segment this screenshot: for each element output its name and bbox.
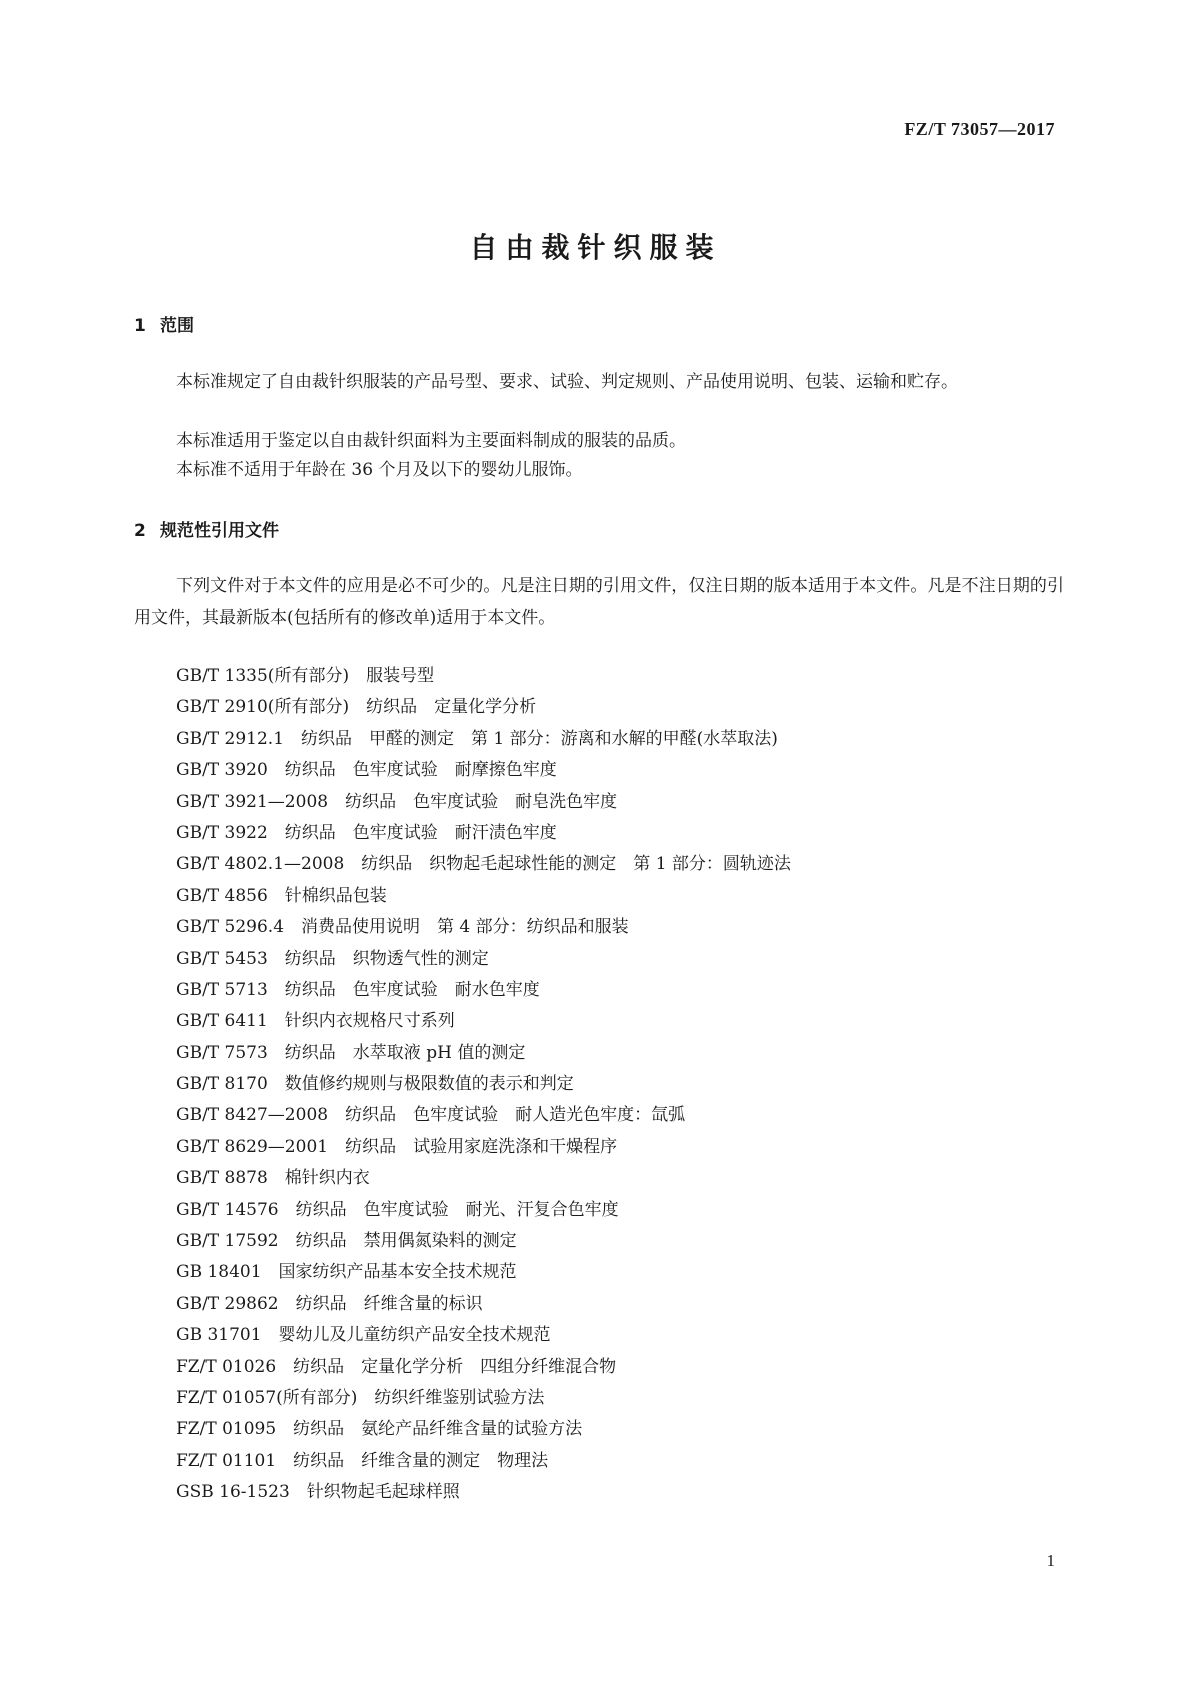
reference-item: GB/T 3921—2008 纺织品 色牢度试验 耐皂洗色牢度 bbox=[176, 791, 618, 812]
reference-item: GB 18401 国家纺织产品基本安全技术规范 bbox=[176, 1262, 517, 1283]
reference-item: GB/T 5296.4 消费品使用说明 第 4 部分：纺织品和服装 bbox=[176, 917, 629, 938]
section-2-heading bbox=[134, 516, 279, 541]
section-2-intro: 下列文件对于本文件的应用是必不可少的。凡是注日期的引用文件，仅注日期的版本适用于本文件。凡是不注日期的引用文件，其最新版本(包括所有的修改单)适用于本文件。 bbox=[134, 576, 1064, 628]
reference-item: GB/T 2912.1 纺织品 甲醛的测定 第 1 部分：游离和水解的甲醛(水萃取法) bbox=[176, 728, 778, 749]
section-title: 规范性引用文件 bbox=[160, 521, 279, 541]
page-number: 1 bbox=[1046, 1551, 1055, 1570]
reference-item: GB/T 17592 纺织品 禁用偶氮染料的测定 bbox=[176, 1231, 517, 1252]
reference-item: GB/T 3922 纺织品 色牢度试验 耐汗渍色牢度 bbox=[176, 822, 557, 843]
reference-item: GB 31701 婴幼儿及儿童纺织产品安全技术规范 bbox=[176, 1325, 551, 1346]
reference-item: GB/T 14576 纺织品 色牢度试验 耐光、汗复合色牢度 bbox=[176, 1199, 619, 1220]
section-1-paragraph: 本标准规定了自由裁针织服装的产品号型、要求、试验、判定规则、产品使用说明、包装、运输和贮存。 bbox=[176, 372, 958, 392]
reference-item: GB/T 6411 针织内衣规格尺寸系列 bbox=[176, 1011, 455, 1032]
normative-references-list bbox=[176, 661, 791, 1509]
reference-item: GB/T 7573 纺织品 水萃取液 pH 值的测定 bbox=[176, 1042, 526, 1063]
reference-item: GB/T 2910(所有部分) 纺织品 定量化学分析 bbox=[176, 697, 537, 718]
reference-item: GSB 16-1523 针织物起毛起球样照 bbox=[176, 1482, 460, 1503]
section-title: 范围 bbox=[160, 316, 194, 336]
reference-item: GB/T 5713 纺织品 色牢度试验 耐水色牢度 bbox=[176, 979, 540, 1000]
standard-code: FZ/T 73057—2017 bbox=[904, 119, 1055, 139]
reference-item: GB/T 4802.1—2008 纺织品 织物起毛起球性能的测定 第 1 部分：圆轨迹法 bbox=[176, 854, 791, 875]
reference-item: GB/T 8427—2008 纺织品 色牢度试验 耐人造光色牢度：氙弧 bbox=[176, 1105, 686, 1126]
reference-item: FZ/T 01026 纺织品 定量化学分析 四组分纤维混合物 bbox=[176, 1356, 617, 1377]
section-number: 1 bbox=[134, 316, 146, 336]
reference-item: GB/T 1335(所有部分) 服装号型 bbox=[176, 666, 435, 686]
reference-item: GB/T 4856 针棉织品包装 bbox=[176, 885, 387, 906]
reference-item: GB/T 29862 纺织品 纤维含量的标识 bbox=[176, 1293, 483, 1314]
section-1-heading bbox=[134, 311, 194, 336]
reference-item: GB/T 8878 棉针织内衣 bbox=[176, 1168, 370, 1189]
reference-item: GB/T 5453 纺织品 织物透气性的测定 bbox=[176, 948, 489, 969]
reference-item: GB/T 8629—2001 纺织品 试验用家庭洗涤和干燥程序 bbox=[176, 1136, 618, 1157]
reference-item: FZ/T 01095 纺织品 氨纶产品纤维含量的试验方法 bbox=[176, 1419, 583, 1440]
document-title: 自由裁针织服装 bbox=[469, 231, 722, 264]
section-number: 2 bbox=[134, 521, 146, 541]
reference-item: GB/T 8170 数值修约规则与极限数值的表示和判定 bbox=[176, 1074, 574, 1095]
section-1-paragraph: 本标准适用于鉴定以自由裁针织面料为主要面料制成的服装的品质。 bbox=[176, 431, 686, 451]
reference-item: GB/T 3920 纺织品 色牢度试验 耐摩擦色牢度 bbox=[176, 760, 557, 781]
section-1-paragraph: 本标准不适用于年龄在 36 个月及以下的婴幼儿服饰。 bbox=[176, 460, 583, 480]
reference-item: FZ/T 01057(所有部分) 纺织纤维鉴别试验方法 bbox=[176, 1387, 545, 1408]
reference-item: FZ/T 01101 纺织品 纤维含量的测定 物理法 bbox=[176, 1450, 549, 1471]
